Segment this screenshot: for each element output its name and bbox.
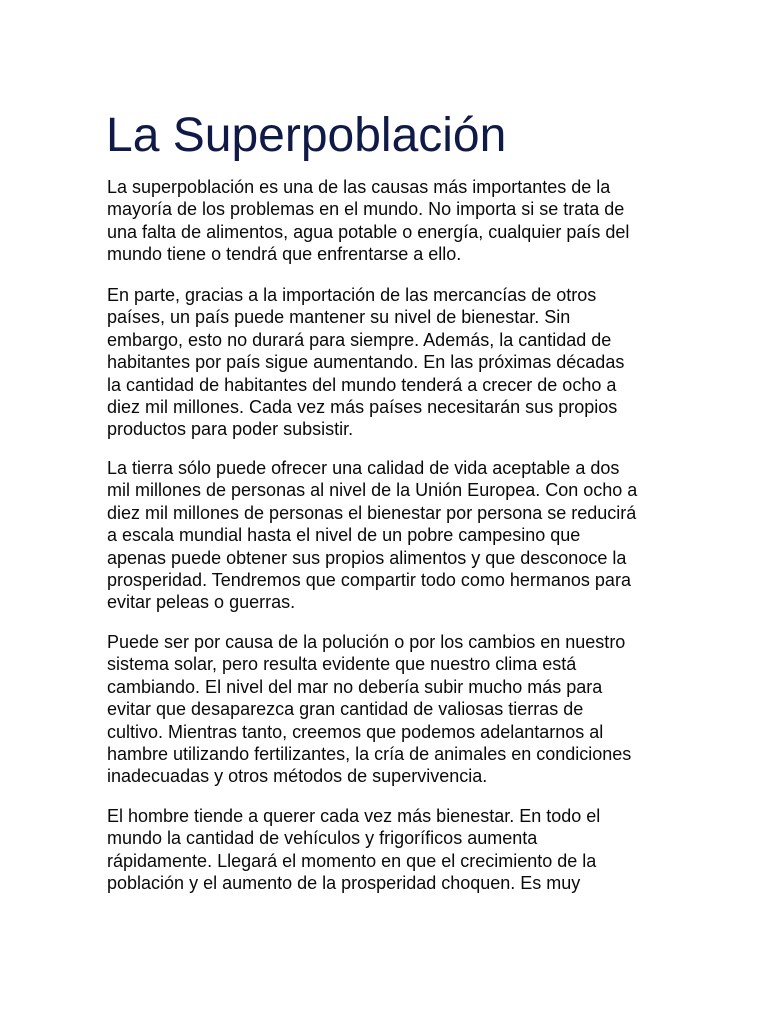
paragraph-4 bbox=[107, 631, 631, 788]
text-line: población y el aumento de la prosperidad choquen. Es muy bbox=[107, 873, 581, 894]
text-line: países, un país puede mantener su nivel de bienestar. Sin bbox=[107, 307, 571, 328]
page-title: La Superpoblación bbox=[106, 109, 507, 162]
text-line: hambre utilizando fertilizantes, la cría de animales en condiciones bbox=[107, 744, 632, 765]
text-line: sistema solar, pero resulta evidente que nuestro clima está bbox=[107, 654, 577, 675]
text-line: a escala mundial hasta el nivel de un pobre campesino que bbox=[107, 525, 581, 546]
text-line: productos para poder subsistir. bbox=[107, 419, 354, 440]
text-line: La tierra sólo puede ofrecer una calidad de vida aceptable a dos bbox=[107, 458, 620, 478]
text-line: una falta de alimentos, agua potable o energía, cualquier país del bbox=[107, 221, 630, 242]
text-line: la cantidad de habitantes del mundo tenderá a crecer de ocho a bbox=[107, 374, 617, 395]
text-line: inadecuadas y otros métodos de supervivencia. bbox=[107, 766, 488, 787]
text-line: prosperidad. Tendremos que compartir todo como hermanos para bbox=[107, 570, 631, 591]
text-line: mayoría de los problemas en el mundo. No importa si se trata de bbox=[107, 199, 625, 220]
text-line: evitar que desaparezca gran cantidad de valiosas tierras de bbox=[107, 699, 584, 720]
paragraph-5 bbox=[107, 805, 600, 895]
paragraph-3 bbox=[107, 457, 637, 614]
text-line: mil millones de personas al nivel de la Unión Europea. Con ocho a bbox=[107, 480, 638, 501]
text-line: rápidamente. Llegará el momento en que el crecimiento de la bbox=[107, 850, 597, 871]
text-line: cambiando. El nivel del mar no debería subir mucho más para bbox=[107, 676, 603, 697]
text-line: La superpoblación es una de las causas más importantes de la bbox=[107, 177, 611, 197]
text-line: El hombre tiende a querer cada vez más bienestar. En todo el bbox=[107, 806, 601, 826]
text-line: diez mil millones de personas el bienestar por persona se reducirá bbox=[107, 502, 637, 523]
text-line: mundo la cantidad de vehículos y frigoríficos aumenta bbox=[107, 828, 538, 849]
paragraph-2 bbox=[107, 284, 624, 441]
text-line: diez mil millones. Cada vez más países necesitarán sus propios bbox=[107, 397, 618, 418]
text-line: En parte, gracias a la importación de las mercancías de otros bbox=[107, 285, 597, 305]
text-line: embargo, esto no durará para siempre. Además, la cantidad de bbox=[107, 329, 612, 350]
text-line: habitantes por país sigue aumentando. En las próximas décadas bbox=[107, 352, 625, 373]
text-line: apenas puede obtener sus propios alimentos y que desconoce la bbox=[107, 547, 627, 568]
text-line: Puede ser por causa de la polución o por los cambios en nuestro bbox=[107, 632, 626, 652]
text-line: cultivo. Mientras tanto, creemos que podemos adelantarnos al bbox=[107, 721, 604, 742]
text-line: mundo tiene o tendrá que enfrentarse a ello. bbox=[107, 244, 462, 265]
text-line: evitar peleas o guerras. bbox=[107, 592, 296, 613]
paragraph-1 bbox=[107, 176, 629, 266]
